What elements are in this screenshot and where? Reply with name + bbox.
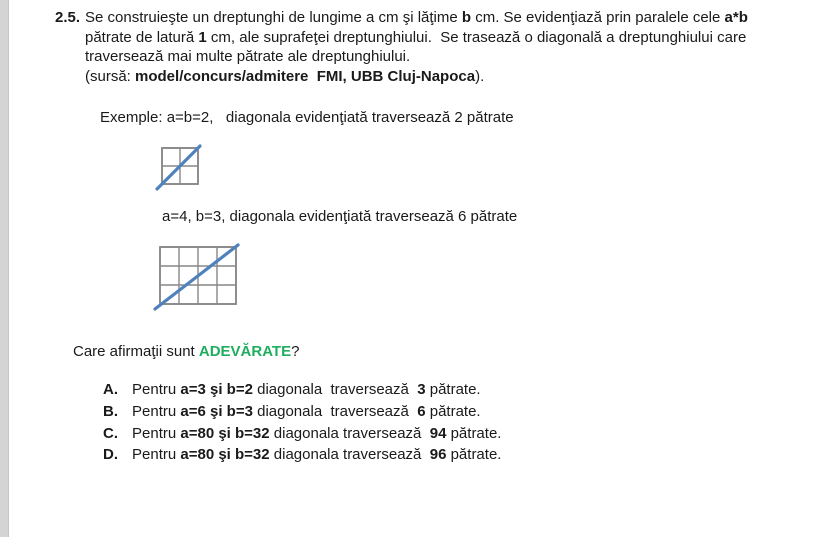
option-b xyxy=(103,401,501,423)
problem-line-4 xyxy=(85,67,748,87)
option-c xyxy=(103,423,501,445)
problem-line-1 xyxy=(55,8,748,28)
answer-options xyxy=(103,379,501,466)
option-a xyxy=(103,379,501,401)
problem-line-1-text: Se construieşte un dreptunghi de lungime a cm şi lăţime b cm. Se evidenţiază prin paralele cele a*b xyxy=(85,9,748,26)
option-d-letter: D. xyxy=(103,446,118,464)
grid-2x2-diagonal-figure xyxy=(154,140,206,197)
option-a-text: Pentru a=3 şi b=2 diagonala traversează 3 pătrate. xyxy=(132,381,481,398)
problem-line-3-text: traversează mai multe pătrate ale dreptunghiului. xyxy=(85,48,411,65)
problem-line-3 xyxy=(85,47,748,67)
option-d-text: Pentru a=80 şi b=32 diagonala traversează 96 pătrate. xyxy=(132,446,502,464)
problem-line-2-text: pătrate de latură 1 cm, ale suprafeţei dreptunghiului. Se trasează o diagonală a dreptunghiului care xyxy=(85,28,747,46)
question-text: Care afirmaţii sunt ADEVĂRATE? xyxy=(73,343,300,360)
option-d xyxy=(103,444,501,466)
problem-number: 2.5. xyxy=(55,9,81,26)
page-edge-strip xyxy=(0,0,9,537)
option-c-letter: C. xyxy=(103,424,118,442)
grid-4x3-diagonal-figure xyxy=(152,239,244,317)
example-2-caption: a=4, b=3, diagonala evidenţiată traversează 6 pătrate xyxy=(162,208,518,225)
grid-diagonal-svg xyxy=(152,239,244,312)
grid-diagonal-svg xyxy=(154,140,206,192)
problem-source: (sursă: model/concurs/admitere FMI, UBB Cluj-Napoca). xyxy=(85,67,485,85)
option-b-letter: B. xyxy=(103,402,118,420)
problem-statement xyxy=(55,8,748,86)
option-a-letter: A. xyxy=(103,381,118,398)
option-b-text: Pentru a=6 şi b=3 diagonala traversează 6 pătrate. xyxy=(132,402,481,420)
problem-line-2 xyxy=(85,28,748,48)
example-1-caption: Exemple: a=b=2, diagonala evidenţiată traversează 2 pătrate xyxy=(100,109,514,126)
option-c-text: Pentru a=80 şi b=32 diagonala traversează 94 pătrate. xyxy=(132,424,502,442)
